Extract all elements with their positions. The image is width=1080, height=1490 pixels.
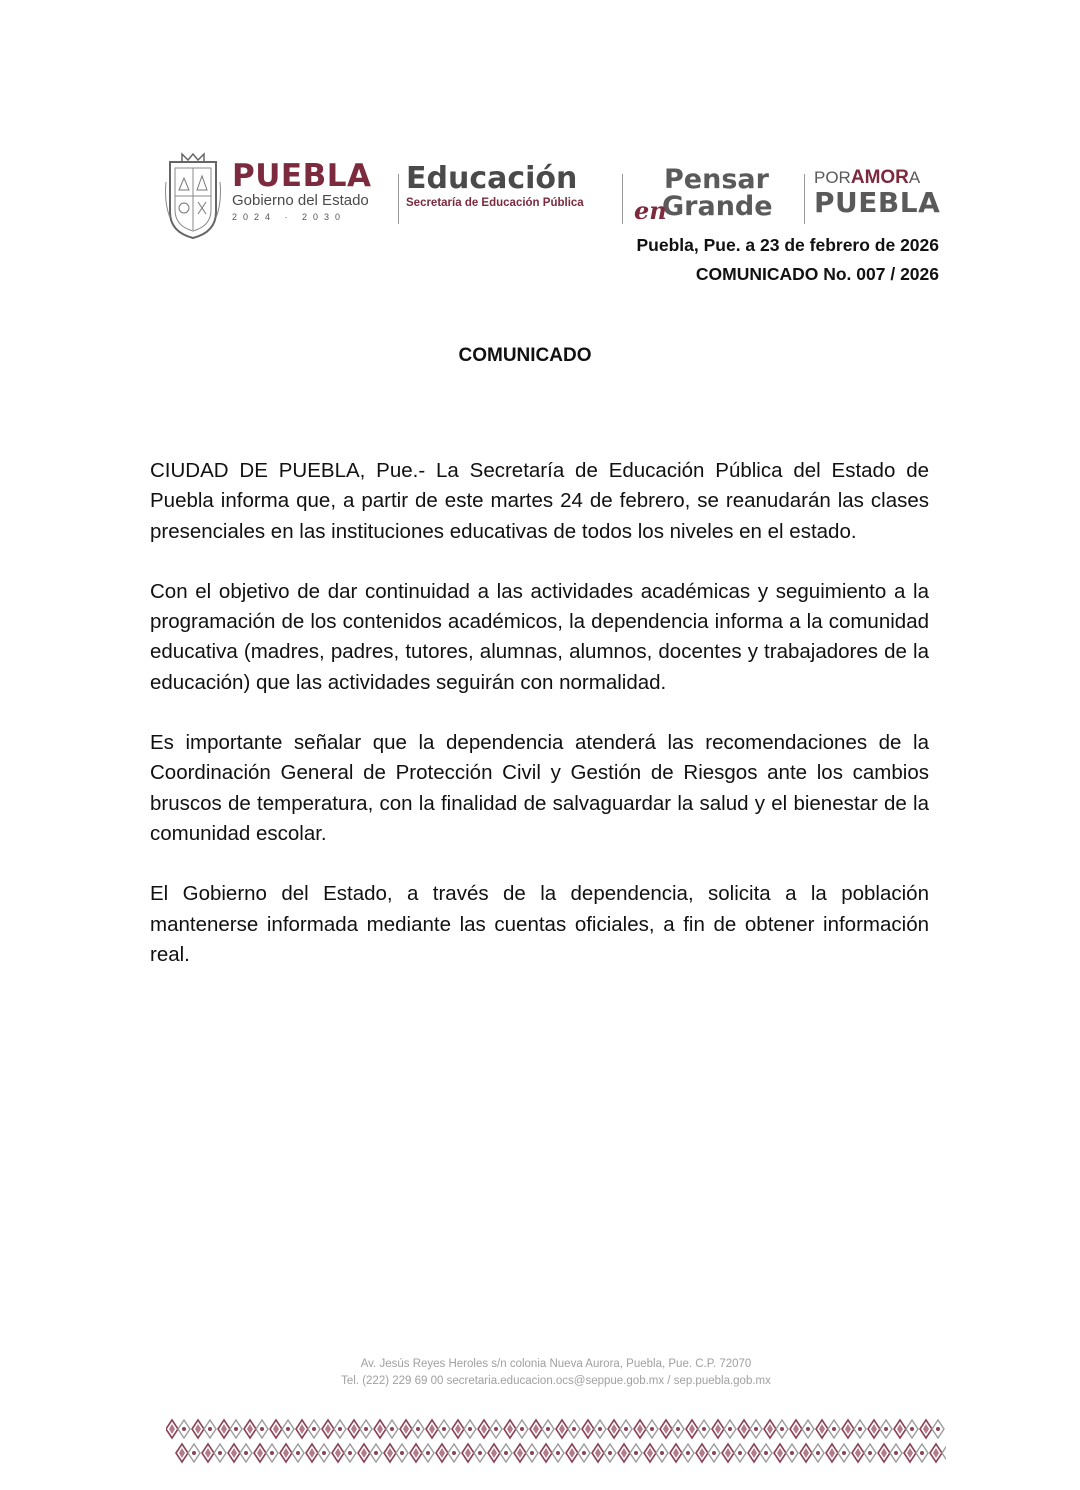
amor-logo-amor: AMOR [850,167,909,188]
pensar-logo-en: en [634,196,667,225]
pensar-logo-top: Pensar [664,164,769,195]
pensar-en-grande-logo [634,166,794,226]
footer-contact: Tel. (222) 229 69 00 secretaria.educacion.ocs@seppue.gob.mx / sep.puebla.gob.mx [341,1375,771,1387]
document-title: COMUNICADO [458,345,592,366]
puebla-logo-name: PUEBLA [232,158,372,194]
footer-address: Av. Jesús Reyes Heroles s/n colonia Nueva Aurora, Puebla, Pue. C.P. 72070 [360,1358,752,1370]
puebla-logo [232,160,392,222]
footer [0,1356,1080,1390]
por-amor-a-puebla-logo [814,168,954,218]
logo-divider [622,174,623,224]
amor-logo-top [814,168,954,188]
logo-divider [804,174,805,224]
amor-logo-por: POR [814,168,851,187]
paragraph: Es importante señalar que la dependencia atenderá las recomendaciones de la Coordinación General de Protección Civil y Gestión de Riesgos ante los cambios bruscos de temperatura, con la finalidad de salvaguardar la salud y el bienestar de la comunidad escolar. [150,731,929,845]
logo-divider [398,174,399,224]
paragraph: CIUDAD DE PUEBLA, Pue.- La Secretaría de Educación Pública del Estado de Puebla informa que, a partir de este martes 24 de febrero, se reanudarán las clases presenciales en las instituciones educativas de todos los niveles en el estado. [150,459,929,543]
pensar-logo-bottom: Grande [662,191,773,222]
decorative-border-pattern [166,1418,946,1464]
amor-logo-puebla: PUEBLA [814,186,941,219]
educacion-logo-subtitle: Secretaría de Educación Pública [406,197,584,209]
educacion-logo-name: Educación [406,161,578,196]
paragraph: Con el objetivo de dar continuidad a las actividades académicas y seguimiento a la programación de los contenidos académicos, la dependencia informa a la comunidad educativa (madres, padres, tutores, alumnas, alumnos, docentes y trabajadores de la educación) que las actividades seguirán con normalidad. [150,579,929,694]
document-body [150,456,929,1000]
amor-logo-a: A [908,168,921,187]
puebla-logo-subtitle: Gobierno del Estado [232,192,369,209]
puebla-logo-years: 2024 · 2030 [232,212,347,222]
paragraph: El Gobierno del Estado, a través de la dependencia, solicita a la población mantenerse informada mediante las cuentas oficiales, a fin de obtener información real. [150,882,929,966]
educacion-logo [406,162,621,209]
dateline [637,231,940,289]
communique-number: COMUNICADO No. 007 / 2026 [695,264,939,284]
place-date: Puebla, Pue. a 23 de febrero de 2026 [636,235,939,255]
coat-of-arms-icon [164,152,222,240]
